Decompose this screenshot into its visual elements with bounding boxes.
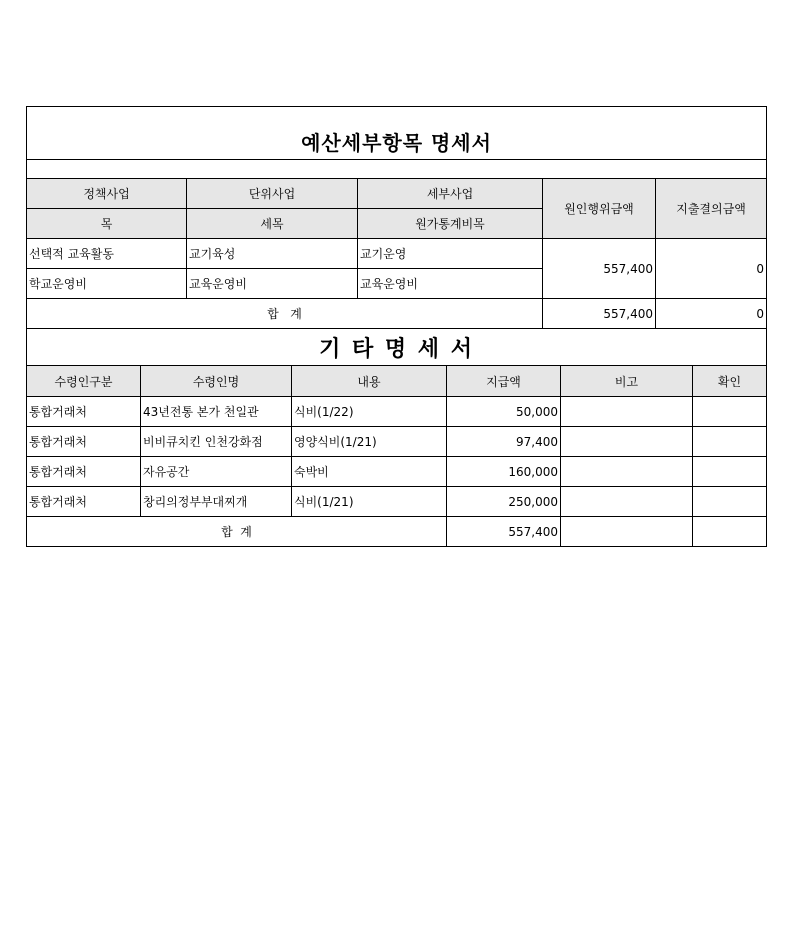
confirm <box>693 457 767 487</box>
header-cost-code: 원가통계비목 <box>358 209 543 239</box>
header-detail-project: 세부사업 <box>358 179 543 209</box>
header-mok: 목 <box>27 209 187 239</box>
table-row <box>27 487 767 517</box>
mok-value: 학교운영비 <box>27 269 187 299</box>
expense-amount-value: 0 <box>656 239 767 299</box>
policy-project-value: 선택적 교육활동 <box>27 239 187 269</box>
other-total-label: 합 계 <box>27 517 447 547</box>
semok-value: 교육운영비 <box>187 269 358 299</box>
recipient-name: 비비큐치킨 인천강화점 <box>141 427 292 457</box>
confirm <box>693 397 767 427</box>
cost-code-value: 교육운영비 <box>358 269 543 299</box>
table-row <box>27 397 767 427</box>
note <box>561 457 693 487</box>
note <box>561 427 693 457</box>
statement-total-expense: 0 <box>656 299 767 329</box>
other-detail-table <box>26 365 767 547</box>
budget-detail-table <box>26 106 767 366</box>
header-note: 비고 <box>561 366 693 397</box>
amount: 50,000 <box>447 397 561 427</box>
other-title: 기 타 명 세 서 <box>27 329 767 366</box>
other-total-amount: 557,400 <box>447 517 561 547</box>
header-cause-amount: 원인행위금액 <box>543 179 656 239</box>
recipient-name: 43년전통 본가 천일관 <box>141 397 292 427</box>
recipient-type: 통합거래처 <box>27 397 141 427</box>
recipient-type: 통합거래처 <box>27 427 141 457</box>
cause-amount-value: 557,400 <box>543 239 656 299</box>
table-row <box>27 457 767 487</box>
confirm <box>693 427 767 457</box>
statement-total-label: 합 계 <box>27 299 543 329</box>
note <box>561 487 693 517</box>
content: 식비(1/22) <box>292 397 447 427</box>
other-total-note <box>561 517 693 547</box>
recipient-type: 통합거래처 <box>27 457 141 487</box>
recipient-type: 통합거래처 <box>27 487 141 517</box>
note <box>561 397 693 427</box>
detail-project-value: 교기운영 <box>358 239 543 269</box>
header-content: 내용 <box>292 366 447 397</box>
header-semok: 세목 <box>187 209 358 239</box>
header-unit-project: 단위사업 <box>187 179 358 209</box>
recipient-name: 자유공간 <box>141 457 292 487</box>
confirm <box>693 487 767 517</box>
recipient-name: 창리의정부부대찌개 <box>141 487 292 517</box>
header-confirm: 확인 <box>693 366 767 397</box>
header-expense-amount: 지출결의금액 <box>656 179 767 239</box>
unit-project-value: 교기육성 <box>187 239 358 269</box>
amount: 97,400 <box>447 427 561 457</box>
statement-total-cause: 557,400 <box>543 299 656 329</box>
header-amount: 지급액 <box>447 366 561 397</box>
budget-detail-sheet <box>26 106 766 547</box>
spacer-row <box>27 160 767 179</box>
amount: 250,000 <box>447 487 561 517</box>
header-recipient-name: 수령인명 <box>141 366 292 397</box>
statement-title: 예산세부항목 명세서 <box>27 107 767 160</box>
content: 숙박비 <box>292 457 447 487</box>
content: 식비(1/21) <box>292 487 447 517</box>
header-recipient-type: 수령인구분 <box>27 366 141 397</box>
table-row <box>27 427 767 457</box>
amount: 160,000 <box>447 457 561 487</box>
header-policy-project: 정책사업 <box>27 179 187 209</box>
other-total-confirm <box>693 517 767 547</box>
content: 영양식비(1/21) <box>292 427 447 457</box>
